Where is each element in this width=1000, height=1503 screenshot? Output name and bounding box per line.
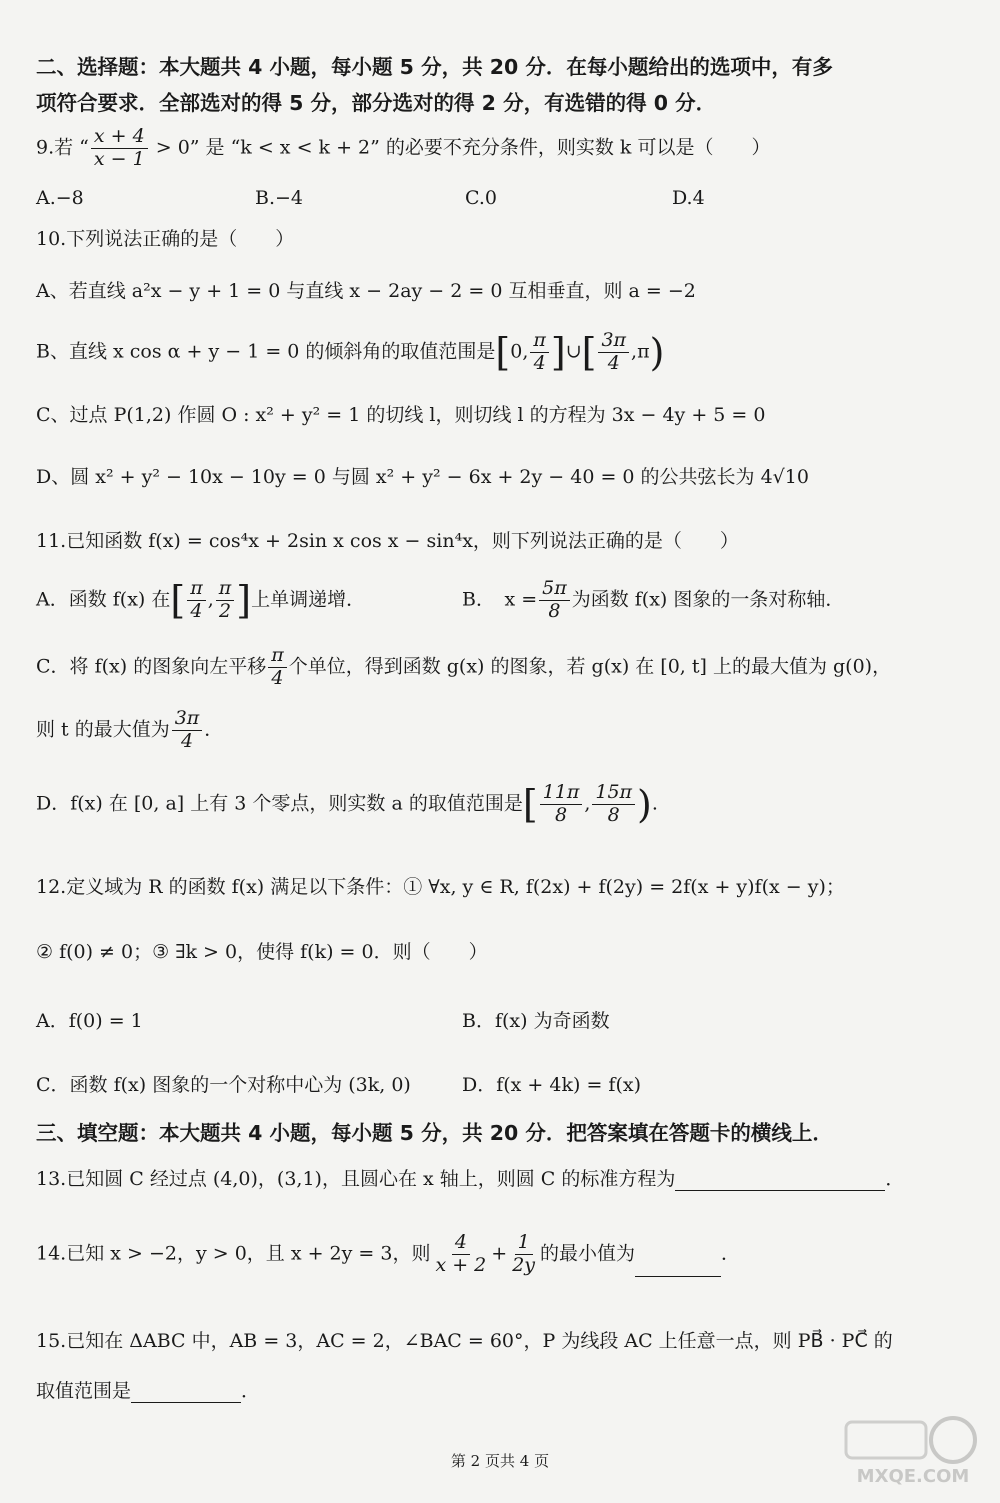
q11-c-num: π xyxy=(268,645,287,668)
q14-f1-den: x + 2 xyxy=(435,1253,487,1276)
q11-c-den: 4 xyxy=(271,666,284,689)
q10-b-f2-den: 4 xyxy=(607,351,620,374)
q11-c-pre: C．将 f(x) 的图象向左平移 xyxy=(36,655,267,678)
section-2-heading: 二、选择题：本大题共 4 小题，每小题 5 分，共 20 分．在每小题给出的选项中，有多 xyxy=(36,55,833,79)
q9-prefix: 9.若 “ xyxy=(36,136,89,159)
watermark-logo xyxy=(838,1412,988,1490)
q12-option-b: B．f(x) 为奇函数 xyxy=(462,1010,610,1032)
question-10: 10.下列说法正确的是（ ） xyxy=(36,228,295,250)
question-12-cont: ② f(0) ≠ 0；③ ∃k > 0，使得 f(k) = 0．则（ ） xyxy=(36,941,488,963)
q9-fraction xyxy=(91,126,148,171)
q11-a-f2-num: π xyxy=(216,578,235,601)
q14-f2-den: 2y xyxy=(512,1253,536,1276)
question-15: 15.已知在 ΔABC 中，AB = 3，AC = 2，∠BAC = 60°，P 为线段 AC 上任意一点，则 PB⃗ · PC⃗ 的 xyxy=(36,1330,893,1352)
q11-c2-num: 3π xyxy=(172,708,203,731)
q11-option-a: A．函数 f(x) 在[ $\frac{\pi}{4}$ , $\frac{\pi}{2}$ ]上单调递增． xyxy=(36,577,366,623)
q10-b-f1-den: 4 xyxy=(533,351,546,374)
q11-a-f1-num: π xyxy=(187,578,206,601)
q11-c2-den: 4 xyxy=(180,729,194,752)
q11-d-f1-den: 8 xyxy=(554,803,568,826)
q12-option-d: D．f(x + 4k) = f(x) xyxy=(462,1074,641,1096)
q11-a-post: 上单调递增． xyxy=(251,588,366,611)
q14-f2-num: 1 xyxy=(515,1232,533,1255)
q10-b-text: B、直线 x cos α + y − 1 = 0 的倾斜角的取值范围是 xyxy=(36,340,496,363)
q9-option-d: D.4 xyxy=(672,187,705,209)
question-12: 12.定义域为 R 的函数 f(x) 满足以下条件：① ∀x, y ∈ R, f(2x) + f(2y) = 2f(x + y)f(x − y)； xyxy=(36,876,845,898)
q11-b-post: 为函数 f(x) 图象的一条对称轴． xyxy=(571,588,845,611)
q13-answer-blank xyxy=(675,1172,885,1191)
question-11: 11.已知函数 f(x) = cos⁴x + 2sin x cos x − sin⁴x，则下列说法正确的是（ ） xyxy=(36,530,739,552)
q10-option-b: B、直线 x cos α + y − 1 = 0 的倾斜角的取值范围是[0, $\frac{\pi}{4}$ ]∪[ $\frac{3\pi}{4}$ ,π) xyxy=(36,329,665,375)
q11-c2-pre: 则 t 的最大值为 xyxy=(36,718,170,741)
q15-line2: 取值范围是 xyxy=(36,1380,132,1402)
section-2-heading-cont: 项符合要求．全部选对的得 5 分，部分选对的得 2 分，有选错的得 0 分． xyxy=(36,91,717,115)
q10-b-f2-num: 3π xyxy=(598,330,629,353)
question-13: 13.已知圆 C 经过点 (4,0)，(3,1)，且圆心在 x 轴上，则圆 C 的标准方程为 ． xyxy=(36,1168,905,1190)
q11-option-c-cont xyxy=(36,708,223,753)
q9-num: x + 4 xyxy=(91,126,148,149)
q11-option-d: D．f(x) 在 [0, a] 上有 3 个零点，则实数 a 的取值范围是[ $\frac{11\pi}{8}$ , $\frac{15\pi}{8}$ ). xyxy=(36,781,658,827)
q12-option-c: C．函数 f(x) 图象的一个对称中心为 (3k, 0) xyxy=(36,1074,411,1096)
q14-pre: 14.已知 x > −2，y > 0，且 x + 2y = 3，则 xyxy=(36,1242,431,1265)
q11-a-f2-den: 2 xyxy=(218,599,232,622)
q10-option-d: D、圆 x² + y² − 10x − 10y = 0 与圆 x² + y² − 6x + 2y − 40 = 0 的公共弦长为 4√10 xyxy=(36,466,809,488)
q11-option-c xyxy=(36,645,891,690)
q11-d-f1-num: 11π xyxy=(540,782,583,805)
q11-d-pre: D．f(x) 在 [0, a] 上有 3 个零点，则实数 a 的取值范围是 xyxy=(36,792,523,815)
q15-answer-blank xyxy=(131,1384,241,1403)
q13-text: 13.已知圆 C 经过点 (4,0)，(3,1)，且圆心在 x 轴上，则圆 C 的标准方程为 xyxy=(36,1168,676,1190)
q11-a-f1-den: 4 xyxy=(190,599,203,622)
q9-option-c: C.0 xyxy=(465,187,497,209)
q14-f1-num: 4 xyxy=(452,1232,470,1255)
q10-option-c: C、过点 P(1,2) 作圆 O : x² + y² = 1 的切线 l，则切线 l 的方程为 3x − 4y + 5 = 0 xyxy=(36,404,766,426)
q11-c2-post: ． xyxy=(204,718,224,741)
q11-b-den: 8 xyxy=(548,599,561,622)
q11-d-f2-num: 15π xyxy=(592,782,635,805)
section-3-heading: 三、填空题：本大题共 4 小题，每小题 5 分，共 20 分．把答案填在答题卡的横线上． xyxy=(36,1121,833,1145)
question-15-cont: 取值范围是 ． xyxy=(36,1380,261,1402)
q12-option-a: A．f(0) = 1 xyxy=(36,1010,143,1032)
q11-a-pre: A．函数 f(x) 在 xyxy=(36,588,171,611)
q11-b-num: 5π xyxy=(539,578,570,601)
watermark-circle xyxy=(931,1418,975,1462)
q10-option-a: A、若直线 a²x − y + 1 = 0 与直线 x − 2ay − 2 = 0 互相垂直，则 a = −2 xyxy=(36,280,696,302)
q11-c-post: 个单位，得到函数 g(x) 的图象，若 g(x) 在 [0, t] 上的最大值为 g(0)， xyxy=(288,655,892,678)
question-9 xyxy=(36,126,770,171)
q9-den: x − 1 xyxy=(93,147,145,170)
q14-answer-blank xyxy=(635,1258,721,1277)
q10-b-f1-num: π xyxy=(530,330,549,353)
page-footer: 第 2 页共 4 页 xyxy=(450,1452,550,1470)
watermark-box xyxy=(846,1422,926,1458)
q9-option-b: B.−4 xyxy=(255,187,304,209)
q11-option-b xyxy=(462,578,844,623)
q9-option-a: A.−8 xyxy=(36,187,84,209)
question-14: 14.已知 x > −2，y > 0，且 x + 2y = 3，则 $\frac{4}{x + 2}$ + $\frac{1}{2y}$ 的最小值为 ． xyxy=(36,1231,741,1276)
q9-suffix: > 0” 是 “k < x < k + 2” 的必要不充分条件，则实数 k 可以是（ ） xyxy=(149,136,771,159)
watermark-text: MXQE.COM xyxy=(856,1466,970,1487)
q11-b-pre: B． x = xyxy=(462,588,538,611)
q14-post: 的最小值为 xyxy=(540,1242,636,1265)
q11-d-f2-den: 8 xyxy=(607,803,620,826)
